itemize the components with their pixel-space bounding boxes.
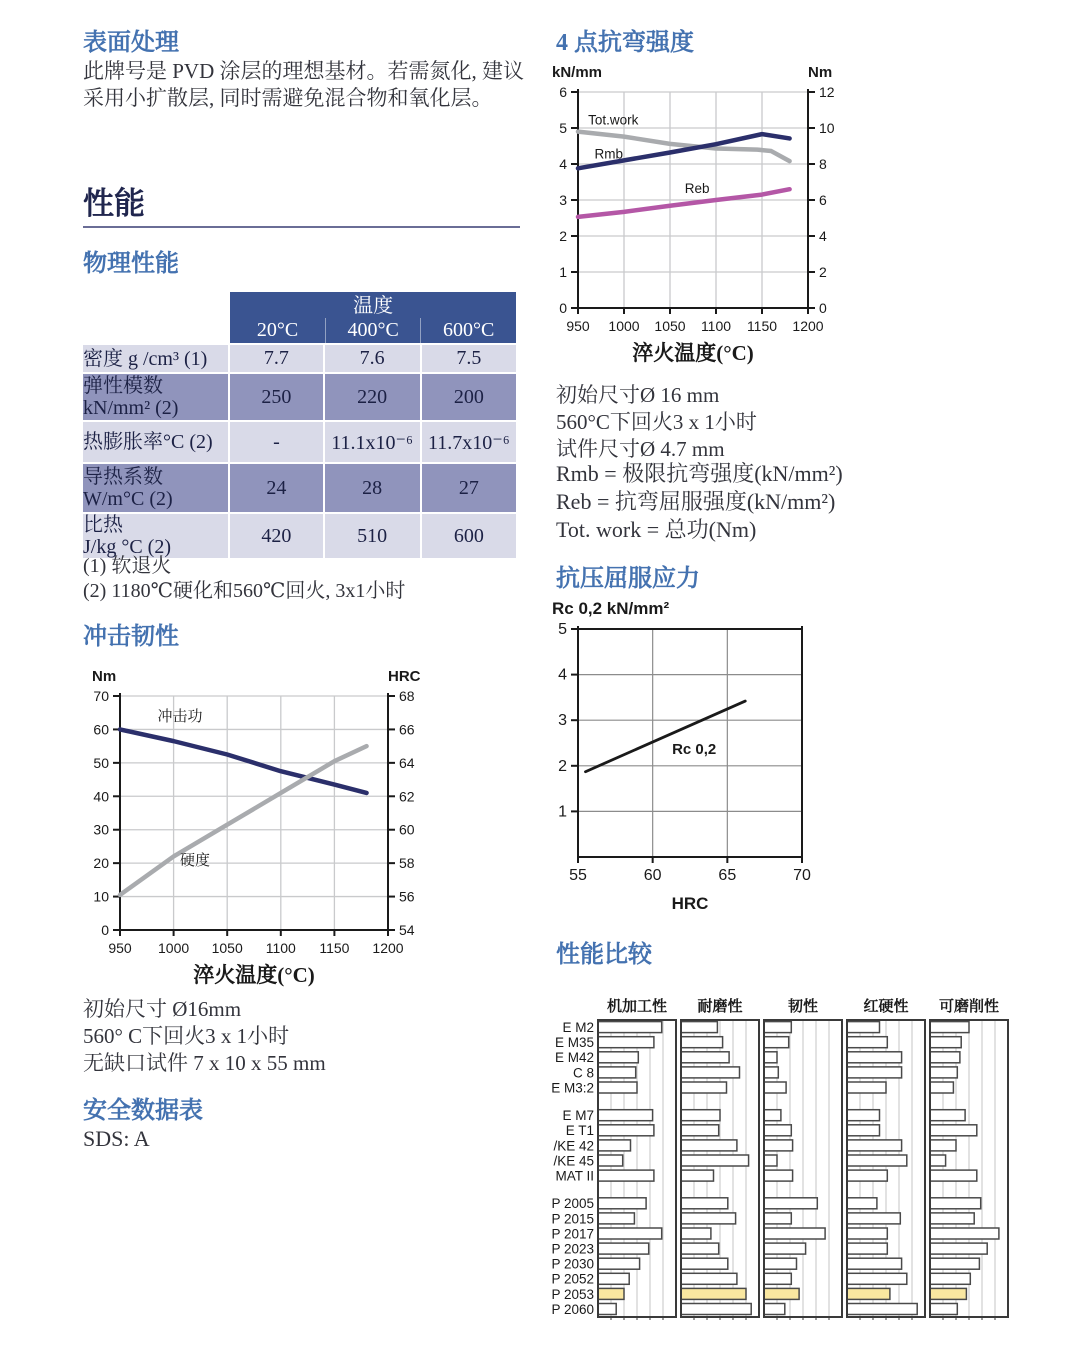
property-value: 7.7 — [230, 345, 322, 372]
temperature-label: 温度 — [353, 295, 394, 317]
bar — [764, 1243, 806, 1254]
bar — [847, 1082, 886, 1093]
property-value: 11.1x10⁻⁶ — [325, 422, 420, 462]
row-labels — [551, 1020, 594, 1317]
svg-text:1050: 1050 — [211, 940, 243, 956]
bar — [847, 1258, 902, 1269]
x-axis-label: 淬火温度(°C) — [632, 341, 754, 365]
property-value: 24 — [230, 464, 322, 512]
冲击功-label: 冲击功 — [157, 708, 203, 726]
svg-text:58: 58 — [399, 855, 415, 872]
bar — [681, 1273, 737, 1284]
bend-chart-container — [550, 60, 885, 377]
property-value: 7.5 — [422, 345, 516, 372]
svg-text:1100: 1100 — [700, 318, 732, 334]
bar — [930, 1022, 969, 1033]
svg-text:56: 56 — [399, 888, 415, 905]
bar — [764, 1170, 793, 1181]
axes — [119, 693, 389, 931]
table-footnotes — [83, 554, 405, 604]
Rc 0,2-line — [585, 701, 745, 772]
property-value: 510 — [325, 514, 420, 558]
table-row — [83, 514, 516, 558]
x-axis-label: HRC — [671, 894, 709, 912]
panel-title: 耐磨性 — [697, 998, 743, 1015]
svg-text:/KE 42: /KE 42 — [553, 1138, 594, 1154]
svg-text:4: 4 — [558, 666, 567, 684]
bar — [681, 1198, 728, 1209]
svg-text:1050: 1050 — [654, 318, 686, 334]
physical-properties-table — [81, 290, 518, 560]
svg-text:1200: 1200 — [372, 940, 404, 956]
bar — [764, 1155, 777, 1166]
svg-text:P 2005: P 2005 — [551, 1196, 594, 1212]
comparison-chart — [540, 993, 1066, 1346]
svg-text:1200: 1200 — [792, 318, 824, 334]
bar — [681, 1213, 736, 1224]
properties-title: 性能 — [83, 186, 145, 221]
y-right-axis-label: Nm — [808, 64, 833, 81]
svg-text:4: 4 — [819, 228, 827, 244]
definition-line: Rmb = 极限抗弯强度(kN/mm²) — [556, 461, 843, 486]
硬度-line — [120, 746, 367, 895]
note-line: 初始尺寸Ø 16 mm — [556, 383, 720, 407]
bar — [598, 1273, 629, 1284]
svg-text:30: 30 — [93, 821, 109, 838]
bar — [598, 1198, 646, 1209]
bar-highlighted — [847, 1288, 890, 1299]
svg-text:12: 12 — [819, 84, 835, 100]
bar — [847, 1170, 887, 1181]
temperature-column-label: 600°C — [420, 318, 516, 343]
panel-title: 红硬性 — [863, 998, 909, 1015]
bend-strength-title: 4 点抗弯强度 — [556, 30, 694, 56]
bar — [930, 1198, 981, 1209]
svg-text:20: 20 — [93, 855, 109, 872]
冲击功-line — [120, 729, 367, 793]
property-value: 27 — [422, 464, 516, 512]
svg-text:64: 64 — [399, 754, 415, 771]
rc-chart-container — [550, 596, 885, 917]
svg-text:2: 2 — [558, 757, 567, 775]
bar — [764, 1067, 778, 1078]
bar — [598, 1243, 649, 1254]
bar — [930, 1228, 999, 1239]
svg-text:0: 0 — [101, 922, 109, 938]
bar — [764, 1125, 791, 1136]
bar — [598, 1213, 634, 1224]
svg-text:60: 60 — [643, 867, 662, 884]
svg-text:MAT II: MAT II — [555, 1168, 594, 1184]
bar — [847, 1243, 887, 1254]
impact-chart — [80, 658, 425, 990]
svg-text:0: 0 — [559, 300, 567, 316]
bar — [681, 1052, 729, 1063]
svg-text:P 2053: P 2053 — [551, 1286, 594, 1302]
svg-text:/KE 45: /KE 45 — [553, 1153, 594, 1169]
bar — [681, 1170, 714, 1181]
svg-text:1000: 1000 — [158, 940, 190, 956]
property-label: 热膨胀率°C (2) — [83, 422, 228, 462]
bar-highlighted — [598, 1288, 624, 1299]
property-value: - — [230, 422, 322, 462]
bar — [847, 1213, 900, 1224]
svg-text:P 2060: P 2060 — [551, 1301, 594, 1317]
temperature-column-label: 20°C — [256, 319, 299, 341]
svg-text:8: 8 — [819, 156, 827, 172]
gridlines — [120, 696, 388, 930]
bar — [930, 1140, 956, 1151]
svg-text:P 2052: P 2052 — [551, 1271, 594, 1287]
temperature-header — [230, 292, 516, 343]
bar — [764, 1037, 789, 1048]
panel-title: 机加工性 — [606, 998, 668, 1015]
svg-text:60: 60 — [399, 821, 415, 838]
bend-definitions — [556, 460, 843, 544]
bar — [930, 1067, 957, 1078]
bar — [598, 1304, 616, 1315]
bar — [930, 1213, 974, 1224]
physical-properties-grid — [81, 290, 518, 560]
svg-text:6: 6 — [559, 84, 567, 100]
bar — [681, 1037, 723, 1048]
Rc 0,2-label: Rc 0,2 — [672, 740, 717, 758]
bar — [930, 1243, 987, 1254]
temperature-column-label: 400°C — [325, 318, 421, 343]
svg-text:P 2030: P 2030 — [551, 1256, 594, 1272]
property-label: 导热系数 W/m°C (2) — [83, 464, 228, 512]
bar — [681, 1022, 717, 1033]
bar — [930, 1125, 977, 1136]
property-value: 200 — [422, 374, 516, 420]
bar — [847, 1110, 880, 1121]
x-axis-label: 淬火温度(°C) — [193, 963, 315, 987]
properties-divider — [83, 226, 520, 228]
bar — [681, 1228, 711, 1239]
bar — [598, 1228, 662, 1239]
svg-text:70: 70 — [793, 867, 811, 884]
Rmb-label: Rmb — [594, 146, 624, 162]
physical-properties-title: 物理性能 — [83, 251, 179, 277]
panel-耐磨性 — [681, 997, 759, 1320]
svg-text:E M35: E M35 — [554, 1035, 594, 1051]
bar — [598, 1037, 654, 1048]
sds-value: SDS: A — [83, 1126, 150, 1151]
svg-text:3: 3 — [559, 192, 567, 208]
svg-text:0: 0 — [819, 300, 827, 316]
note-line: 560° C下回火3 x 1小时 — [83, 1024, 290, 1048]
svg-text:E T1: E T1 — [565, 1123, 594, 1139]
svg-text:1: 1 — [558, 803, 567, 821]
bar — [847, 1125, 880, 1136]
panel-title: 可磨削性 — [938, 998, 1000, 1015]
bar — [764, 1228, 825, 1239]
svg-text:3: 3 — [558, 712, 567, 730]
impact-notes — [83, 996, 326, 1077]
bar — [598, 1140, 631, 1151]
硬度-label: 硬度 — [180, 851, 211, 869]
property-value: 420 — [230, 514, 322, 558]
table-row — [83, 374, 516, 420]
svg-text:54: 54 — [399, 922, 415, 938]
bar — [847, 1273, 907, 1284]
y-right-axis-label: HRC — [388, 668, 421, 685]
svg-text:950: 950 — [108, 940, 132, 956]
panel-韧性 — [764, 998, 842, 1320]
svg-text:1: 1 — [559, 264, 567, 280]
bar — [598, 1125, 654, 1136]
bar — [598, 1110, 653, 1121]
note-line: 无缺口试件 7 x 10 x 55 mm — [83, 1051, 326, 1075]
bar — [847, 1155, 907, 1166]
bar — [764, 1304, 785, 1315]
bar — [681, 1243, 719, 1254]
bend-notes — [556, 382, 757, 463]
bar — [681, 1155, 749, 1166]
property-label: 密度 g /cm³ (1) — [83, 345, 228, 372]
svg-text:62: 62 — [399, 788, 415, 805]
property-value: 220 — [325, 374, 420, 420]
svg-text:P 2017: P 2017 — [551, 1226, 594, 1242]
bar — [681, 1140, 737, 1151]
bar — [681, 1110, 720, 1121]
bar-highlighted — [681, 1288, 746, 1299]
svg-text:E M3:2: E M3:2 — [551, 1080, 594, 1096]
svg-text:70: 70 — [93, 688, 109, 704]
tick-labels — [93, 688, 414, 956]
bar — [681, 1304, 751, 1315]
bar — [764, 1022, 791, 1033]
bar — [598, 1258, 640, 1269]
table-row — [83, 345, 516, 372]
bar — [764, 1213, 791, 1224]
bar — [764, 1082, 786, 1093]
bar — [598, 1082, 637, 1093]
compressive-yield-title: 抗压屈服应力 — [556, 566, 700, 592]
footnote-line: (1) 软退火 — [83, 555, 172, 577]
svg-text:10: 10 — [93, 888, 109, 905]
comparison-chart-container — [540, 993, 1066, 1346]
bar — [930, 1273, 970, 1284]
bar — [930, 1258, 979, 1269]
svg-text:65: 65 — [718, 867, 737, 884]
bar — [681, 1067, 740, 1078]
bar — [598, 1170, 654, 1181]
bar — [930, 1037, 961, 1048]
svg-text:66: 66 — [399, 721, 415, 738]
Tot.work-label: Tot.work — [588, 112, 639, 128]
note-line: 560°C下回火3 x 1小时 — [556, 410, 757, 434]
panel-机加工性 — [598, 998, 676, 1320]
bar — [681, 1082, 727, 1093]
bar — [847, 1052, 902, 1063]
bar — [930, 1052, 960, 1063]
bar-highlighted — [764, 1288, 799, 1299]
impact-chart-container — [80, 658, 425, 995]
panel-红硬性 — [847, 997, 925, 1320]
bar-highlighted — [930, 1288, 966, 1299]
property-value: 11.7x10⁻⁶ — [422, 422, 516, 462]
bar — [930, 1155, 946, 1166]
definition-line: Tot. work = 总功(Nm) — [556, 517, 757, 542]
impact-toughness-title: 冲击韧性 — [83, 624, 179, 650]
comparison-title: 性能比较 — [556, 942, 652, 968]
bar — [847, 1228, 887, 1239]
bar — [930, 1304, 957, 1315]
svg-text:E M2: E M2 — [562, 1020, 594, 1035]
bar — [764, 1140, 793, 1151]
property-label: 弹性模数 kN/mm² (2) — [83, 374, 228, 420]
bar — [764, 1258, 797, 1269]
svg-text:950: 950 — [566, 318, 590, 334]
svg-text:55: 55 — [569, 867, 587, 884]
bar — [681, 1125, 719, 1136]
svg-text:1000: 1000 — [608, 318, 640, 334]
svg-text:5: 5 — [558, 621, 567, 638]
svg-text:1150: 1150 — [746, 318, 778, 334]
bar — [930, 1110, 965, 1121]
bar — [598, 1067, 636, 1078]
panel-title: 韧性 — [787, 998, 819, 1015]
rc-chart — [550, 596, 885, 912]
bar — [847, 1022, 880, 1033]
bar — [764, 1273, 791, 1284]
surface-treatment-body: 此牌号是 PVD 涂层的理想基材。若需氮化, 建议采用小扩散层, 同时需避免混合物和氧化层。 — [83, 59, 525, 110]
y-left-axis-label: Nm — [92, 668, 117, 685]
bar — [598, 1052, 638, 1063]
panel-可磨削性 — [930, 997, 1008, 1320]
property-value: 250 — [230, 374, 322, 420]
bend-chart — [550, 60, 885, 372]
bar — [598, 1022, 662, 1033]
property-value: 600 — [422, 514, 516, 558]
svg-text:40: 40 — [93, 788, 109, 805]
bar — [930, 1170, 977, 1181]
svg-text:E M7: E M7 — [562, 1108, 594, 1124]
property-value: 28 — [325, 464, 420, 512]
bar — [930, 1082, 953, 1093]
property-value: 7.6 — [325, 345, 420, 372]
svg-text:2: 2 — [819, 264, 827, 280]
bar — [681, 1258, 728, 1269]
bar — [847, 1067, 902, 1078]
svg-text:1150: 1150 — [319, 940, 350, 956]
property-label: 比热 J/kg °C (2) — [83, 514, 228, 558]
table-row — [83, 464, 516, 512]
sds-title: 安全数据表 — [83, 1098, 203, 1124]
svg-text:C 8: C 8 — [572, 1065, 594, 1081]
svg-text:E M42: E M42 — [554, 1050, 594, 1066]
bar — [847, 1198, 877, 1209]
svg-text:P 2015: P 2015 — [551, 1211, 594, 1227]
tick-marks — [113, 696, 395, 936]
svg-text:2: 2 — [559, 228, 567, 244]
bar — [847, 1037, 887, 1048]
svg-text:10: 10 — [819, 120, 835, 136]
note-line: 初始尺寸 Ø16mm — [83, 997, 242, 1021]
Reb-label: Reb — [684, 181, 710, 197]
svg-text:60: 60 — [93, 721, 109, 738]
bar — [764, 1110, 781, 1121]
bar — [598, 1155, 623, 1166]
surface-treatment-title: 表面处理 — [83, 30, 179, 56]
table-row — [83, 422, 516, 462]
svg-text:68: 68 — [399, 688, 415, 704]
svg-text:P 2023: P 2023 — [551, 1241, 594, 1257]
svg-text:50: 50 — [93, 754, 109, 771]
y-left-axis-label: kN/mm — [552, 64, 603, 81]
note-line: 试件尺寸Ø 4.7 mm — [556, 437, 725, 461]
svg-text:6: 6 — [819, 192, 827, 208]
bar — [847, 1140, 902, 1151]
definition-line: Reb = 抗弯屈服强度(kN/mm²) — [556, 489, 836, 514]
footnote-line: (2) 1180℃硬化和560℃回火, 3x1小时 — [83, 580, 406, 602]
bar — [764, 1198, 817, 1209]
bar — [764, 1052, 777, 1063]
bar — [847, 1304, 917, 1315]
svg-text:5: 5 — [559, 120, 567, 136]
svg-text:1100: 1100 — [265, 940, 296, 956]
y-left-axis-label: Rc 0,2 kN/mm² — [552, 599, 670, 618]
svg-text:4: 4 — [559, 156, 567, 172]
